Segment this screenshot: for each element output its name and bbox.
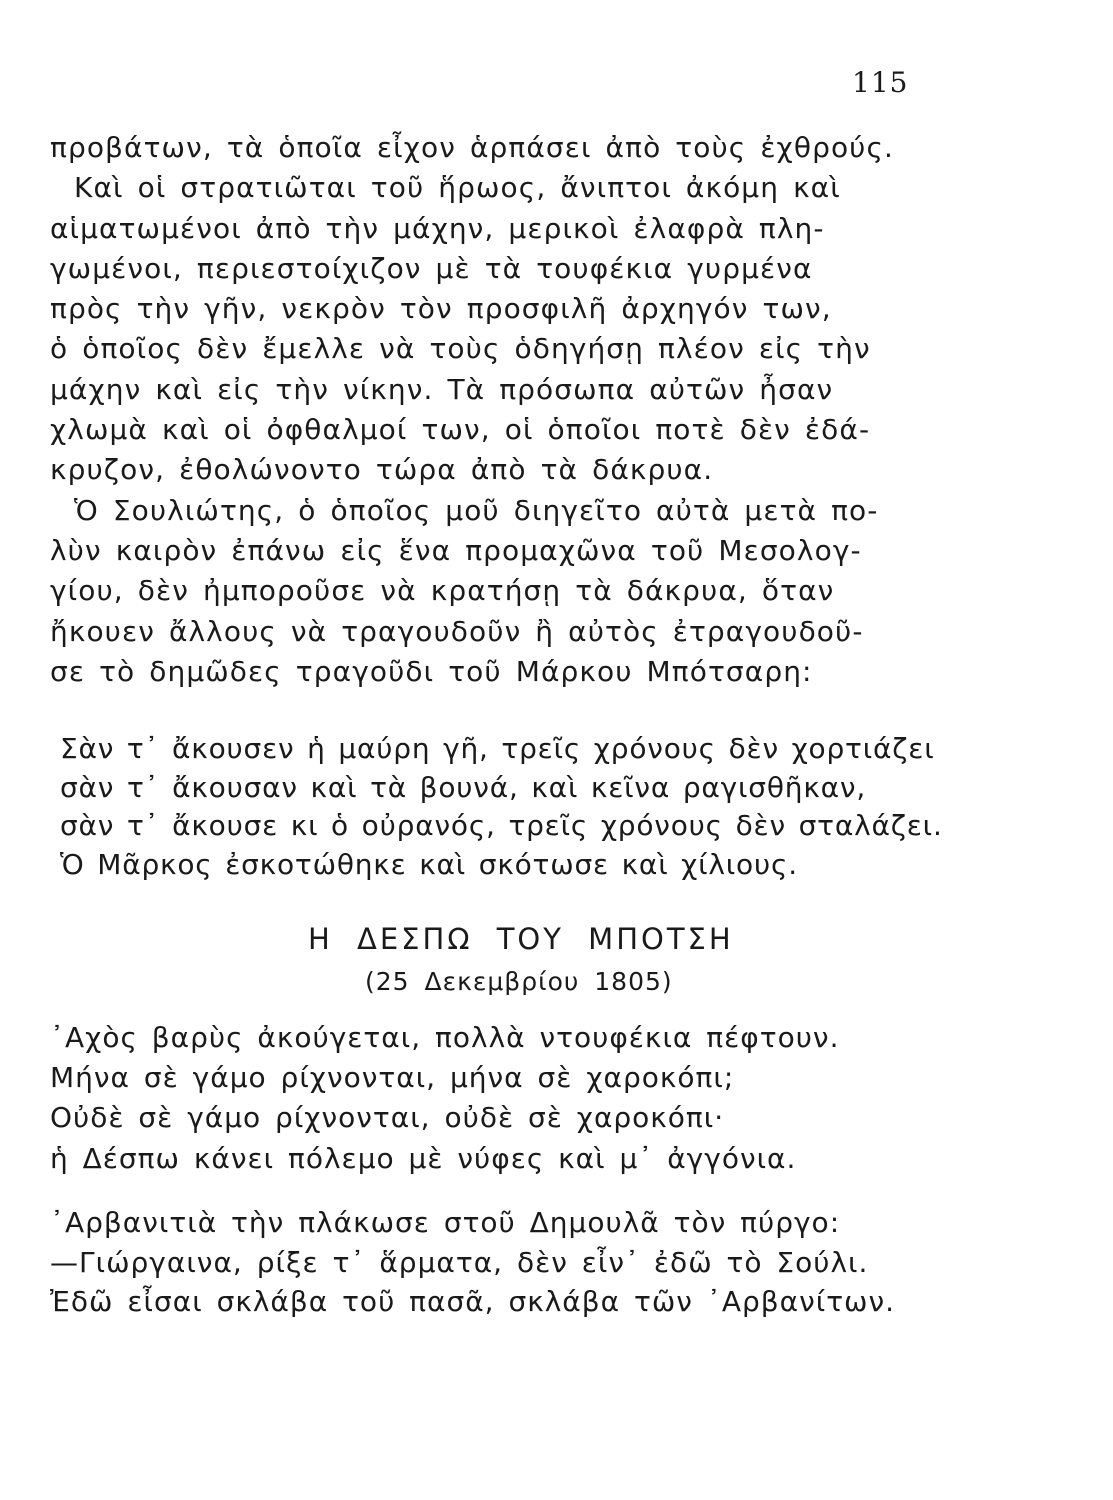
poem-stanza-one [50, 1018, 839, 1179]
prose-line: Ὁ Σουλιώτης, ὁ ὁποῖος μοῦ διηγεῖτο αὐτὰ μετὰ πο- [74, 493, 879, 527]
verse-line: ᾽Αρβανιτιὰ τὴν πλάκωσε στοῦ Δημουλᾶ τὸν πύργο: [50, 1206, 841, 1239]
prose-line: γωμένοι, περιεστοίχιζον μὲ τὰ τουφέκια γυρμένα [50, 251, 813, 285]
prose-line: κρυζον, ἐθολώνοντο τώρα ἀπὸ τὰ δάκρυα. [50, 453, 714, 487]
verse-line: Ὁ Μᾶρκος ἐσκοτώθηκε καὶ σκότωσε καὶ χίλιους. [60, 847, 798, 881]
prose-line: πρὸς τὴν γῆν, νεκρὸν τὸν προσφιλῆ ἀρχηγόν των, [50, 292, 832, 326]
prose-line: ἤκουεν ἄλλους νὰ τραγουδοῦν ἢ αὐτὸς ἐτραγουδοῦ- [50, 614, 864, 648]
prose-line: σε τὸ δημῶδες τραγοῦδι τοῦ Μάρκου Μπότσαρη: [50, 654, 813, 688]
verse-line: σὰν τ᾽ ἄκουσε κι ὁ οὐρανός, τρεῖς χρόνους δὲν σταλάζει. [60, 809, 943, 842]
poem-stanza-two [50, 1203, 895, 1322]
prose-line: λὺν καιρὸν ἐπάνω εἰς ἕνα προμαχῶνα τοῦ Μεσολογ- [50, 533, 862, 567]
prose-line: γίου, δὲν ἠμποροῦσε νὰ κρατήσῃ τὰ δάκρυα, ὅταν [50, 574, 835, 608]
prose-line: προβάτων, τὰ ὁποῖα εἶχον ἁρπάσει ἀπὸ τοὺς ἐχθρούς. [50, 131, 895, 164]
verse-line: ἡ Δέσπω κάνει πόλεμο μὲ νύφες καὶ μ᾽ ἀγγόνια. [50, 1141, 797, 1175]
prose-line: ὁ ὁποῖος δὲν ἔμελλε νὰ τοὺς ὁδηγήσῃ πλέον εἰς τὴν [50, 332, 871, 366]
section-date: (25 Δεκεμβρίου 1805) [365, 967, 673, 996]
prose-line: χλωμὰ καὶ οἱ ὀφθαλμοί των, οἱ ὁποῖοι ποτὲ δὲν ἐδά- [50, 413, 871, 447]
folk-song-verse [60, 730, 943, 884]
verse-line: ᾽Αχὸς βαρὺς ἀκούγεται, πολλὰ ντουφέκια πέφτουν. [50, 1021, 840, 1054]
prose-paragraphs [50, 128, 962, 692]
verse-line: Ἐδῶ εἶσαι σκλάβα τοῦ πασᾶ, σκλάβα τῶν ᾽Αρβανίτων. [50, 1285, 896, 1318]
verse-line: Οὐδὲ σὲ γάμο ρίχνονται, οὐδὲ σὲ χαροκόπι· [50, 1101, 725, 1135]
section-heading: Η ΔΕΣΠΩ ΤΟΥ ΜΠΟΤΣΗ [308, 922, 734, 956]
prose-line: μάχην καὶ εἰς τὴν νίκην. Τὰ πρόσωπα αὐτῶν ἦσαν [50, 372, 834, 406]
prose-line: αἱματωμένοι ἀπὸ τὴν μάχην, μερικοὶ ἐλαφρὰ πλη- [50, 211, 825, 245]
verse-line: —Γιώργαινα, ρίξε τ᾽ ἅρματα, δὲν εἶν᾽ ἐδῶ τὸ Σούλι. [50, 1245, 869, 1279]
verse-line: Μήνα σὲ γάμο ρίχνονται, μήνα σὲ χαροκόπι; [50, 1061, 735, 1095]
verse-line: Σὰν τ᾽ ἄκουσεν ἡ μαύρη γῆ, τρεῖς χρόνους δὲν χορτιάζει [60, 732, 935, 765]
prose-line: Καὶ οἱ στρατιῶται τοῦ ἥρωος, ἄνιπτοι ἀκόμη καὶ [74, 171, 841, 205]
verse-line: σὰν τ᾽ ἄκουσαν καὶ τὰ βουνά, καὶ κεῖνα ραγισθῆκαν, [60, 770, 867, 804]
page-number: 115 [852, 66, 909, 99]
